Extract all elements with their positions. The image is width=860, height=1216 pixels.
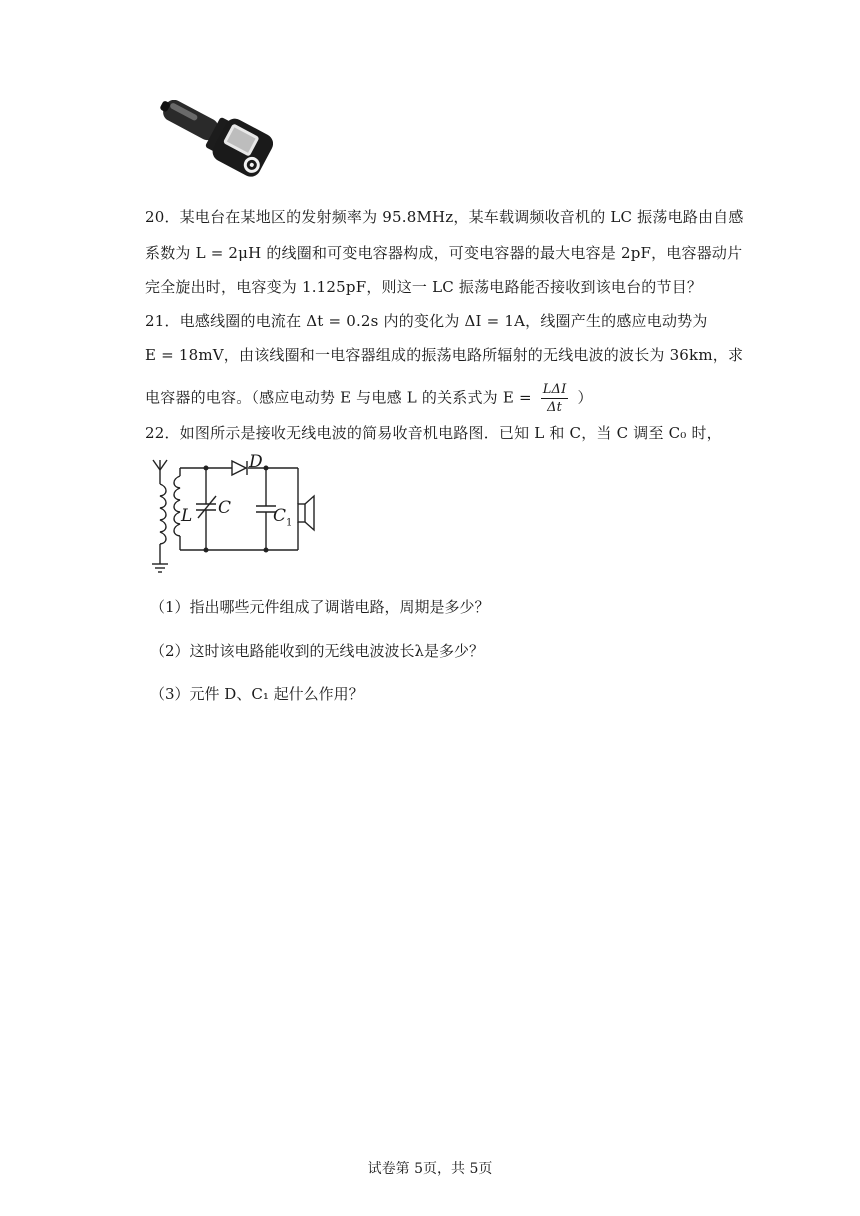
label-L: L — [181, 506, 193, 526]
car-fm-transmitter-image — [148, 100, 273, 195]
ground-symbol — [152, 564, 168, 572]
diode-D — [232, 461, 247, 475]
label-C1 — [273, 506, 292, 528]
q21-line-1: 21．电感线圈的电流在 Δt = 0.2s 内的变化为 ΔI = 1A，线圈产生的感应电动势为 — [145, 312, 708, 330]
q22-line-1: 22．如图所示是接收无线电波的简易收音机电路图．已知 L 和 C，当 C 调至 C₀ 时， — [145, 424, 722, 442]
speaker-icon — [298, 468, 314, 550]
q21-line-3 — [145, 381, 593, 416]
label-C1-main: C — [273, 506, 287, 526]
primary-coil — [160, 484, 166, 544]
inductor-L — [174, 476, 180, 536]
label-C: C — [218, 498, 232, 518]
q20-line-1: 20．某电台在某地区的发射频率为 95.8MHz，某车载调频收音机的 LC 振荡电路由自感 — [145, 208, 744, 226]
q22-sub-3: （3）元件 D、C₁ 起什么作用？ — [150, 685, 364, 703]
label-D: D — [249, 452, 263, 472]
q21-formula — [541, 381, 569, 416]
antenna-symbol — [153, 460, 167, 484]
formula-numerator: LΔI — [542, 382, 567, 397]
q21-line-3-prefix: 电容器的电容。（感应电动势 E 与电感 L 的关系式为 E = — [145, 388, 532, 407]
q21-line-2: E = 18mV，由该线圈和一电容器组成的振荡电路所辐射的无线电波的波长为 36km，求 — [145, 346, 744, 364]
q21-line-3-suffix: ） — [577, 388, 593, 407]
page-footer: 试卷第 5页，共 5页 — [367, 1161, 493, 1177]
variable-capacitor-C — [196, 468, 216, 550]
q20-line-3: 完全旋出时，电容变为 1.125pF，则这一 LC 振荡电路能否接收到该电台的节目？ — [145, 278, 703, 296]
q22-sub-2: （2）这时该电路能收到的无线电波波长λ是多少？ — [150, 642, 485, 660]
label-C1-sub: 1 — [286, 517, 293, 529]
formula-denominator: Δt — [547, 400, 563, 415]
radio-circuit-diagram — [140, 452, 325, 584]
q20-line-2: 系数为 L = 2μH 的线圈和可变电容器构成，可变电容器的最大电容是 2pF，电容器动片 — [145, 244, 743, 262]
q22-sub-1: （1）指出哪些元件组成了调谐电路，周期是多少？ — [150, 598, 490, 616]
